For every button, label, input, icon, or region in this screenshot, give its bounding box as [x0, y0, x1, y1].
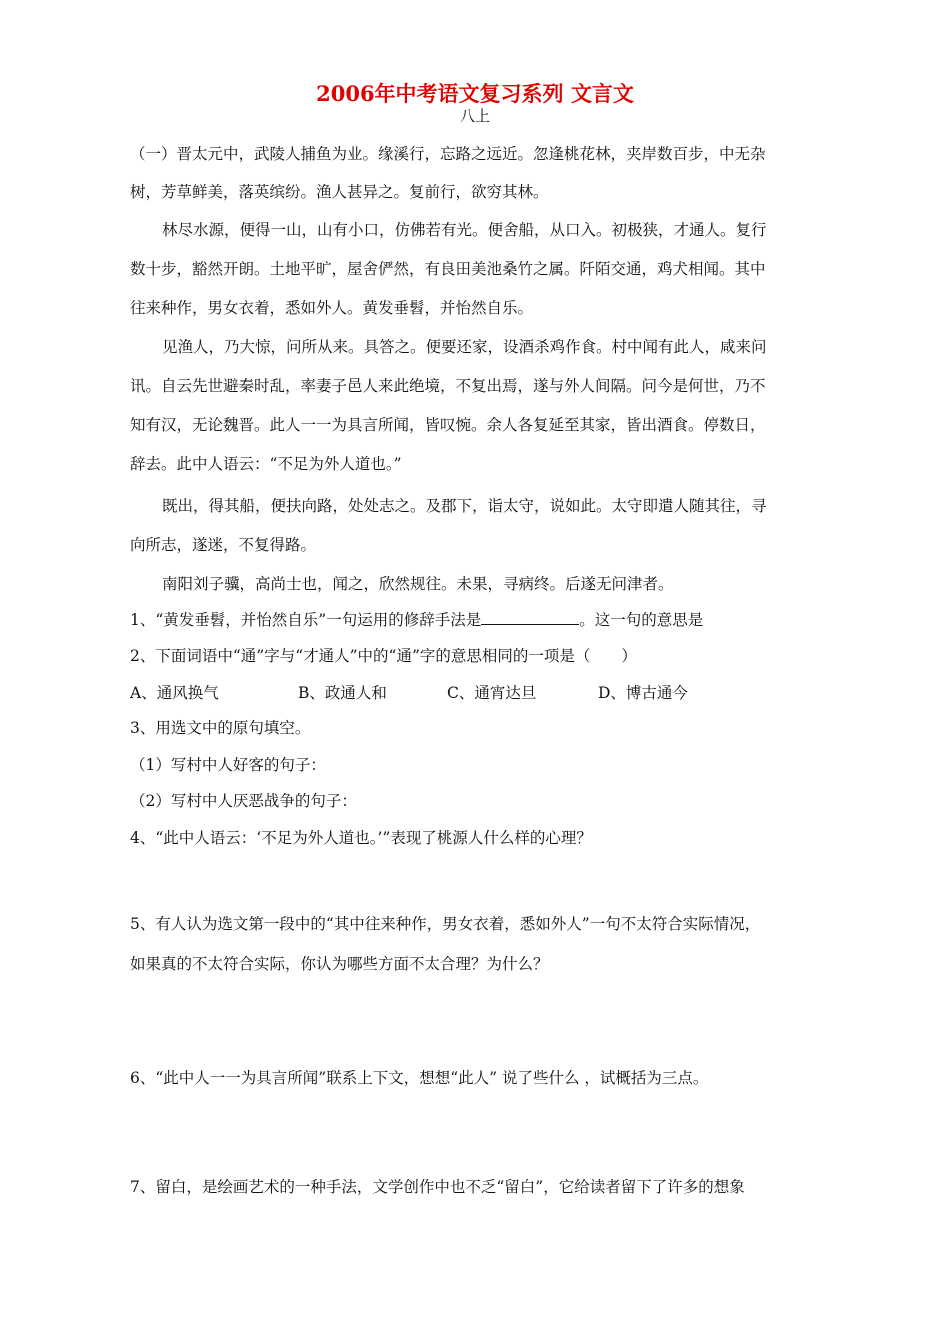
document-title: 2006年中考语文复习系列 文言文 [316, 81, 634, 106]
passage-line: 往来种作，男女衣着，悉如外人。黄发垂髫，并怡然自乐。 [130, 299, 534, 317]
question-5-line: 如果真的不太符合实际，你认为哪些方面不太合理？为什么？ [130, 955, 549, 973]
answer-blank [481, 610, 579, 625]
question-6: 6、“此中人一一为具言所闻”联系上下文，想想“此人” 说了些什么 ，试概括为三点。 [130, 1069, 709, 1087]
question-2: 2、下面词语中“通”字与“才通人”中的“通”字的意思相同的一项是（ ） [130, 647, 637, 665]
passage-line: 讯。自云先世避秦时乱，率妻子邑人来此绝境，不复出焉，遂与外人间隔。问今是何世，乃不 [130, 377, 766, 395]
passage-line: （一）晋太元中，武陵人捕鱼为业。缘溪行，忘路之远近。忽逢桃花林，夹岸数百步，中无杂 [130, 145, 766, 163]
question-3: 3、用选文中的原句填空。 [130, 719, 311, 737]
option-b: B、政通人和 [298, 684, 387, 702]
passage-line: 林尽水源，便得一山，山有小口，仿佛若有光。便舍船，从口入。初极狭，才通人。复行 [162, 221, 767, 239]
question-1-tail: 。这一句的意思是 [579, 611, 704, 629]
document-subtitle: 八上 [459, 107, 490, 125]
passage-line: 南阳刘子骥，高尚士也，闻之，欣然规往。未果，寻病终。后遂无问津者。 [162, 575, 674, 593]
option-a: A、通风换气 [130, 684, 219, 702]
passage-line: 知有汉，无论魏晋。此人一一为具言所闻，皆叹惋。余人各复延至其家，皆出酒食。停数日， [130, 416, 766, 434]
question-3-2: （2）写村中人厌恶战争的句子： [130, 792, 357, 810]
question-1 [130, 609, 703, 631]
passage-line: 树，芳草鲜美，落英缤纷。渔人甚异之。复前行，欲穷其林。 [130, 183, 549, 201]
question-4: 4、“此中人语云：‘不足为外人道也。’”表现了桃源人什么样的心理？ [130, 829, 592, 847]
question-7: 7、留白，是绘画艺术的一种手法，文学创作中也不乏“留白”，它给读者留下了许多的想象 [130, 1178, 745, 1196]
question-3-1: （1）写村中人好客的句子： [130, 756, 326, 774]
passage-line: 既出，得其船，便扶向路，处处志之。及郡下，诣太守，说如此。太守即遣人随其往，寻 [162, 497, 767, 515]
question-5-line: 5、有人认为选文第一段中的“其中往来种作，男女衣着，悉如外人”一句不太符合实际情况， [130, 915, 761, 933]
passage-line: 辞去。此中人语云：“不足为外人道也。” [130, 455, 402, 473]
option-c: C、通宵达旦 [447, 684, 537, 702]
passage-line: 见渔人，乃大惊，问所从来。具答之。便要还家，设酒杀鸡作食。村中闻有此人，咸来问 [162, 338, 767, 356]
passage-line: 向所志，遂迷，不复得路。 [130, 536, 317, 554]
option-d: D、博古通今 [598, 684, 688, 702]
question-1-stem: 1、“黄发垂髫，并怡然自乐”一句运用的修辞手法是 [130, 611, 482, 629]
passage-line: 数十步，豁然开朗。土地平旷，屋舍俨然，有良田美池桑竹之属。阡陌交通，鸡犬相闻。其中 [130, 260, 766, 278]
